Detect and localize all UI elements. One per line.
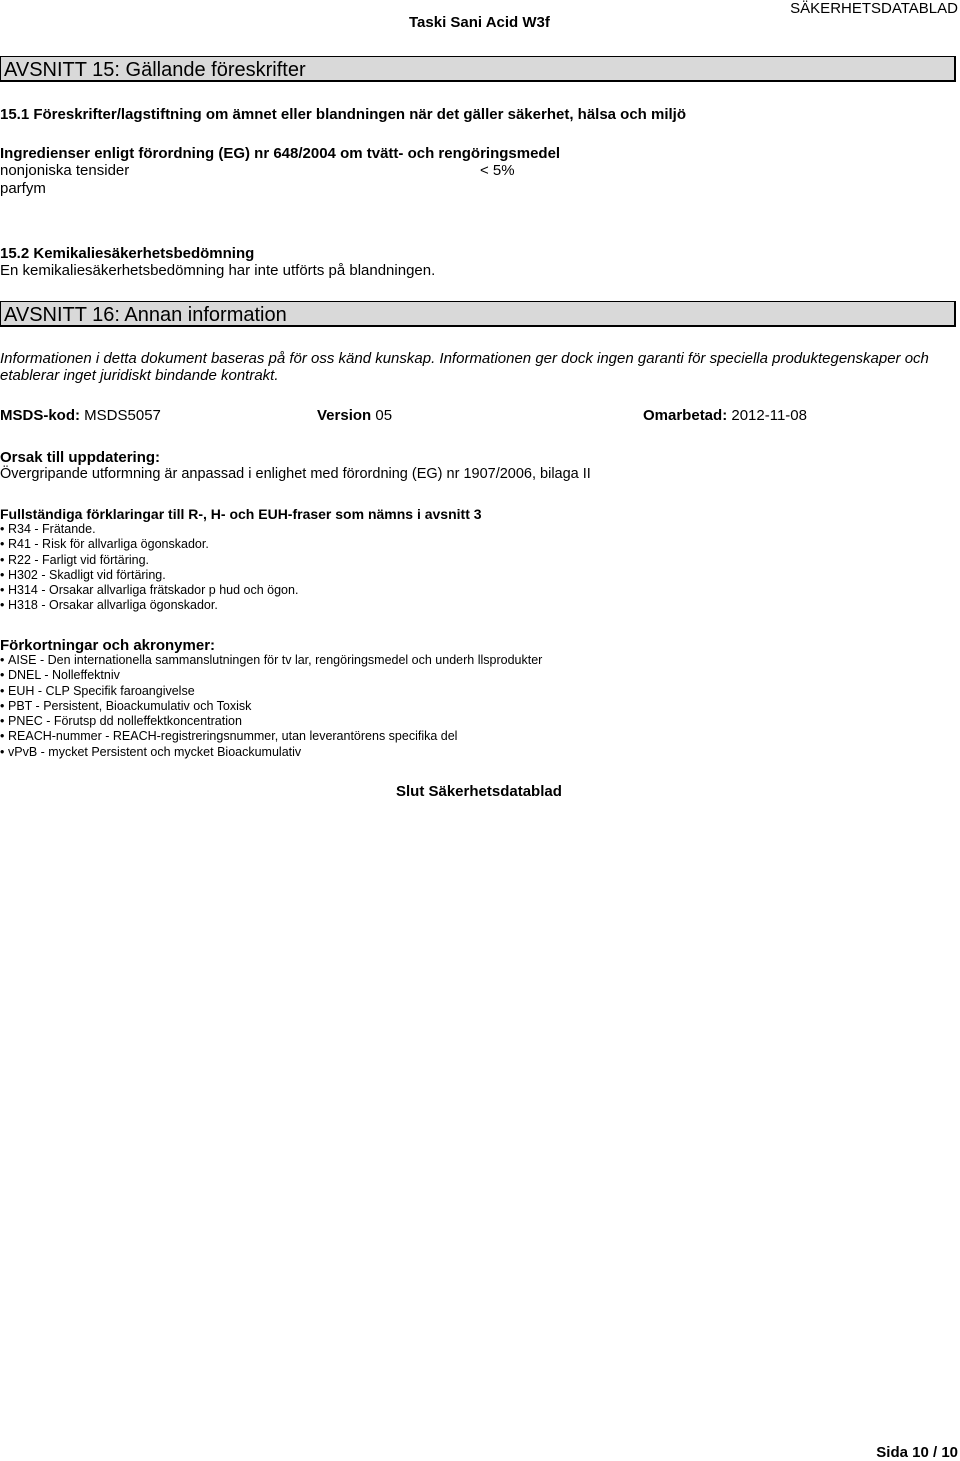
- list-item: • PNEC - Förutsp dd nolleffektkoncentration: [0, 714, 542, 729]
- abbreviations-list: [0, 653, 542, 760]
- list-item: • REACH-nummer - REACH-registreringsnummer, utan leverantörens specifika del: [0, 729, 542, 744]
- section-15-title: AVSNITT 15: Gällande föreskrifter: [4, 59, 306, 81]
- list-item: • EUH - CLP Specifik faroangivelse: [0, 684, 542, 699]
- update-reason-text: Övergripande utformning är anpassad i enlighet med förordning (EG) nr 1907/2006, bilaga II: [0, 466, 591, 482]
- subsection-15-1-title: 15.1 Föreskrifter/lagstiftning om ämnet eller blandningen när det gäller säkerhet, hälsa och miljö: [0, 106, 687, 123]
- list-item: • DNEL - Nolleffektniv: [0, 668, 542, 683]
- msds-code: [0, 407, 161, 424]
- list-item: • AISE - Den internationella sammanslutningen för tv lar, rengöringsmedel och underh llsprodukter: [0, 653, 542, 668]
- phrases-list: [0, 522, 298, 614]
- version-label: Version: [317, 407, 372, 424]
- product-name: Taski Sani Acid W3f: [409, 14, 550, 31]
- end-of-document: Slut Säkerhetsdatablad: [396, 783, 562, 800]
- version-value: 05: [375, 407, 393, 424]
- revised-label: Omarbetad:: [643, 407, 728, 424]
- list-item: • R22 - Farligt vid förtäring.: [0, 553, 298, 568]
- version: [317, 407, 392, 424]
- abbreviations-title: Förkortningar och akronymer:: [0, 637, 216, 654]
- list-item: • vPvB - mycket Persistent och mycket Bioackumulativ: [0, 745, 542, 760]
- ingredients-title: Ingredienser enligt förordning (EG) nr 648/2004 om tvätt- och rengöringsmedel: [0, 145, 561, 162]
- section-16-title: AVSNITT 16: Annan information: [4, 304, 287, 326]
- list-item: • R41 - Risk för allvarliga ögonskador.: [0, 537, 298, 552]
- msds-code-value: MSDS5057: [84, 407, 161, 424]
- info-text: Informationen i detta dokument baseras på för oss känd kunskap. Informationen ger dock ingen garanti för speciella produktegenskaper och etablerar inget juridiskt bindande kontrakt.: [0, 350, 929, 384]
- document-type: SÄKERHETSDATABLAD: [790, 0, 958, 17]
- list-item: • PBT - Persistent, Bioackumulativ och Toxisk: [0, 699, 542, 714]
- phrases-title: Fullständiga förklaringar till R-, H- och EUH-fraser som nämns i avsnitt 3: [0, 506, 482, 522]
- page-number: Sida 10 / 10: [876, 1444, 958, 1461]
- section-15-header: [0, 56, 956, 82]
- list-item: • H314 - Orsakar allvarliga frätskador p hud och ögon.: [0, 583, 298, 598]
- msds-code-label: MSDS-kod:: [0, 407, 80, 424]
- revised-date: [643, 407, 807, 424]
- ingredient-name: parfym: [0, 180, 46, 197]
- section-16-header: [0, 301, 956, 327]
- list-item: • R34 - Frätande.: [0, 522, 298, 537]
- list-item: • H302 - Skadligt vid förtäring.: [0, 568, 298, 583]
- revised-value: 2012-11-08: [731, 407, 807, 424]
- list-item: • H318 - Orsakar allvarliga ögonskador.: [0, 598, 298, 613]
- subsection-15-2-text: En kemikaliesäkerhetsbedömning har inte utförts på blandningen.: [0, 262, 436, 279]
- update-reason-title: Orsak till uppdatering:: [0, 449, 161, 466]
- ingredient-name: nonjoniska tensider: [0, 162, 130, 179]
- subsection-15-2-title: 15.2 Kemikaliesäkerhetsbedömning: [0, 245, 255, 262]
- ingredient-value: < 5%: [480, 162, 515, 179]
